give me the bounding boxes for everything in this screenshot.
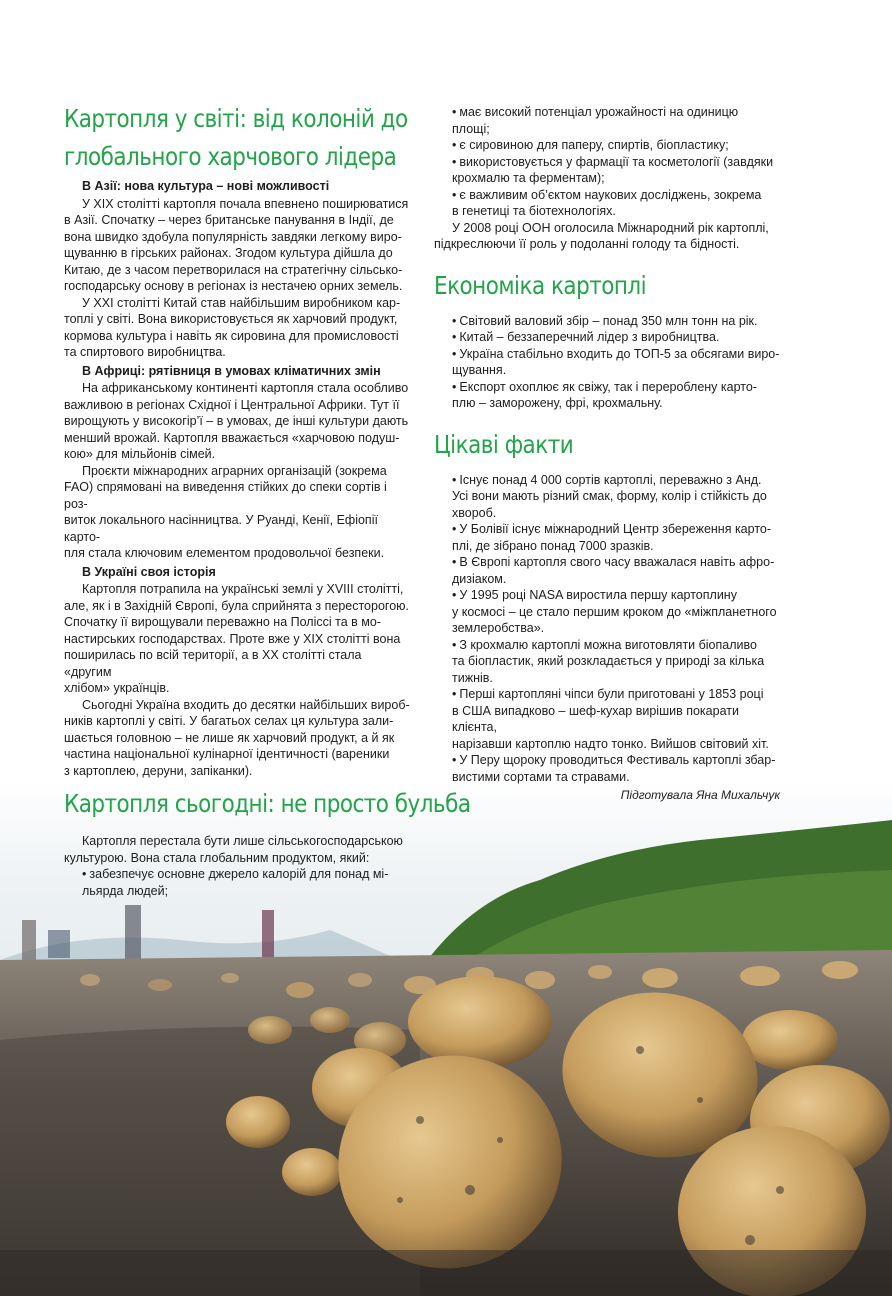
asia-paragraph-1: У XIX столітті картопля почала впевнено поширюватися в Азії. Спочатку – через британське панування в Індії, де вона швидко здобула популярність завдяки легкому виро- щуванню в гірських районах. Згодом культура дійшла до Китаю, де з часом перетворилася на стратегічну сільсько- господарську основу в регіонах із нестачею орних земель. — [64, 196, 409, 293]
africa-heading: В Африці: рятівниця в умовах кліматичних змін — [82, 363, 381, 378]
facts-title: Цікаві факти — [434, 429, 574, 459]
ukraine-paragraph-1: Картопля потрапила на українські землі у XVIII столітті, але, як і в Західній Європі, була сприйнята з пересторогою. Спочатку її вирощували переважно на Поліссі та в мо- настирських господарствах. Проте вже у XIX столітті вона поширилась по всій території, а в XX столітті стала «другим хлібом» українців. — [64, 582, 409, 695]
fact-item-1: • Існує понад 4 000 сортів картоплі, переважно з Анд. Усі вони мають різний смак, форму, колір і стійкість до хвороб. — [452, 472, 767, 520]
continued-bullet-4: • є важливим об’єктом наукових досліджень, зокрема в генетиці та біотехнологіях. — [452, 187, 762, 218]
ukraine-heading: В Україні своя історія — [82, 564, 216, 579]
economy-bullet-1: • Світовий валовий збір – понад 350 млн тонн на рік. — [452, 313, 758, 328]
economy-title: Економіка картоплі — [434, 270, 647, 300]
main-title — [64, 100, 408, 176]
today-title: Картопля сьогодні: не просто бульба — [64, 789, 471, 818]
left-column — [64, 100, 471, 899]
fact-item-5: • З крохмалю картоплі можна виготовляти біопаливо та біопластик, який розкладається у природі за кілька тижнів. — [452, 637, 765, 685]
asia-heading: В Азії: нова культура – нові можливості — [82, 179, 330, 193]
fact-item-3: • В Європі картопля свого часу вважалася навіть афро- дизіаком. — [452, 555, 775, 586]
fact-item-7: • У Перу щороку проводиться Фестиваль картоплі збар- вистими сортами та стравами. — [452, 753, 776, 784]
asia-paragraph-2: У XXI столітті Китай став найбільшим виробником кар- топлі у світі. Вона використовується як харчовий продукт, кормова культура і навіть як сировина для промисловості та спиртового виробництва. — [64, 295, 401, 359]
africa-paragraph-1: На африканському континенті картопля стала особливо важливою в регіонах Східної і Центральної Африки. Тут її вирощують у високогір’ї – в умовах, де інші культури дають менший врожай. Картопля вважається «харчовою подуш- кою» для мільйонів сімей. — [64, 381, 409, 461]
continued-bullet-1: • має високий потенціал урожайності на одиницю площі; — [452, 105, 739, 136]
main-title-line-1: Картопля у світі: від колоній до — [64, 104, 408, 133]
africa-paragraph-2: Проєкти міжнародних аграрних організацій (зокрема FAO) спрямовані на виведення стійких до спеки сортів і роз- виток локального насінництва. У Руанді, Кенії, Ефіопії карто- пля стала ключовим елементом продовольчої безпеки. — [64, 463, 387, 560]
ukraine-paragraph-2: Сьогодні Україна входить до десятки найбільших вироб- ників картоплі у світі. У багатьох селах ця культура зали- шається головною – не лише як харчовий продукт, а й як частина національної кулінарної ідентичності (вареники з картоплею, деруни, запіканки). — [64, 697, 410, 778]
main-title-line-2: глобального харчового лідера — [64, 142, 397, 171]
author-signature: Підготувала Яна Михальчук — [620, 788, 780, 802]
un-paragraph: У 2008 році ООН оголосила Міжнародний рік картоплі, підкреслюючи її роль у подоланні голоду та бідності. — [434, 220, 769, 251]
economy-bullet-3: • Україна стабільно входить до ТОП-5 за обсягами виро- щування. — [452, 346, 780, 377]
economy-bullet-2: • Китай – беззаперечний лідер з виробництва. — [452, 330, 720, 344]
today-paragraph: Картопля перестала бути лише сільськогосподарською культурою. Вона стала глобальним продуктом, який: — [64, 834, 403, 865]
today-bullet-1: • забезпечує основне джерело калорій для понад мі- льярда людей; — [82, 867, 389, 898]
fact-item-6: • Перші картопляні чіпси були приготовані у 1853 році в США випадково – шеф-кухар вирішив покарати клієнта, нарізавши картоплю надто тонко. Вийшов світовий хіт. — [452, 687, 769, 751]
fact-item-2: • У Болівії існує міжнародний Центр збереження карто- плі, де зібрано понад 7000 зразків. — [452, 522, 772, 553]
economy-bullet-4: • Експорт охоплює як свіжу, так і перероблену карто- плю – заморожену, фрі, крохмальну. — [452, 379, 757, 410]
right-column — [434, 104, 780, 804]
continued-bullet-2: • є сировиною для паперу, спиртів, біопластику; — [452, 138, 729, 152]
continued-bullet-3: • використовується у фармації та косметології (завдяки крохмалю та ферментам); — [452, 154, 774, 185]
fact-item-4: • У 1995 році NASA виростила першу картоплину у космосі – це стало першим кроком до «міжпланетного землеробства». — [452, 588, 777, 635]
